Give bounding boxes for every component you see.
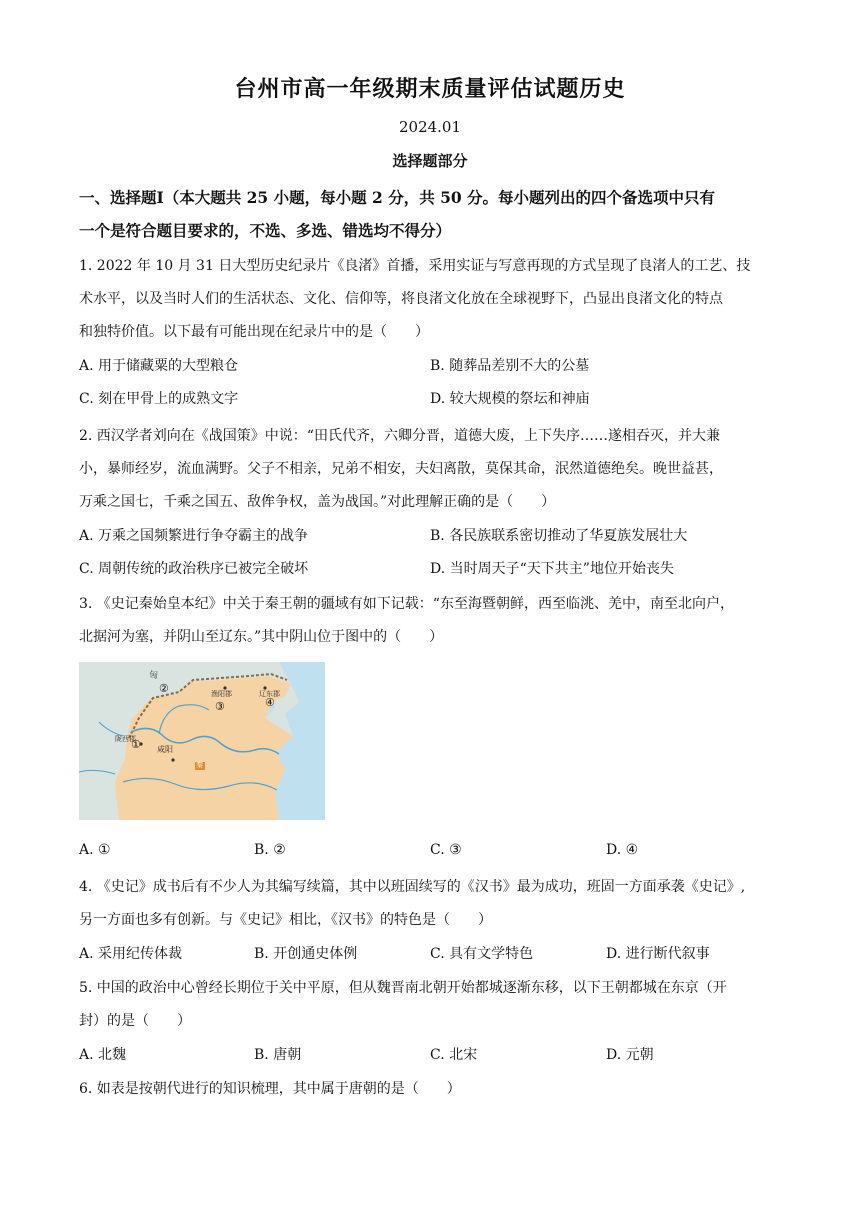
q5-line-2: 封）的是（ ）	[79, 1013, 191, 1029]
q3-line-2: 北据河为塞，并阴山至辽东。”其中阴山位于图中的（ ）	[79, 629, 444, 645]
q6-line-1: 6. 如表是按朝代进行的知识梳理，其中属于唐朝的是（ ）	[79, 1081, 461, 1097]
map-label-liaodong: 辽东郡	[259, 690, 280, 698]
q1-line-1: 1. 2022 年 10 月 31 日大型历史纪录片《良渚》首播，采用实证与写意再现的方式呈现了良渚人的工艺、技	[79, 258, 751, 274]
q3-option-d: D. ④	[606, 842, 639, 858]
part-heading: 选择题部分	[392, 152, 468, 170]
q1-option-a: A. 用于储藏粟的大型粮仓	[79, 358, 239, 374]
q2-line-1: 2. 西汉学者刘向在《战国策》中说：“田氏代齐，六卿分晋，道德大废，上下失序……遂相吞灭，并大兼	[79, 428, 720, 444]
map-label-longxi: 陇西郡	[115, 735, 136, 743]
map-label-qin: 秦	[196, 761, 203, 769]
map-label-yuyang: 渔阳郡	[211, 690, 232, 698]
q1-line-2: 术水平，以及当时人们的生活状态、文化、信仰等，将良渚文化放在全球视野下，凸显出良渚文化的特点	[79, 291, 723, 307]
q4-option-a: A. 采用纪传体裁	[79, 946, 183, 962]
q4-option-c: C. 具有文学特色	[430, 946, 534, 962]
exam-date: 2024.01	[398, 118, 462, 136]
q2-option-c: C. 周朝传统的政治秩序已被完全破坏	[79, 561, 309, 577]
q5-line-1: 5. 中国的政治中心曾经长期位于关中平原，但从魏晋南北朝开始都城逐渐东移，以下王朝都城在东京（开	[79, 980, 727, 996]
q2-option-b: B. 各民族联系密切推动了华夏族发展壮大	[430, 528, 688, 544]
q3-line-1: 3. 《史记秦始皇本纪》中关于秦王朝的疆域有如下记载：“东至海暨朝鲜，西至临洮、羌中，南至北向户，	[79, 596, 734, 612]
q4-line-1: 4. 《史记》成书后有不少人为其编写续篇，其中以班固续写的《汉书》最为成功，班固一方面承袭《史记》,	[79, 879, 746, 895]
q1-option-d: D. 较大规模的祭坛和神庙	[430, 391, 590, 407]
q3-option-b: B. ②	[254, 842, 286, 858]
q1-option-c: C. 刻在甲骨上的成熟文字	[79, 391, 239, 407]
q1-line-3: 和独特价值。以下最有可能出现在纪录片中的是（ ）	[79, 324, 429, 340]
q5-option-c: C. 北宋	[430, 1047, 478, 1063]
q3-option-c: C. ③	[430, 842, 462, 858]
page-title: 台州市高一年级期末质量评估试题历史	[234, 76, 626, 102]
q3-option-a: A. ①	[79, 842, 111, 858]
map-label-xiongnu: 匈	[149, 671, 159, 681]
qin-territory-map	[79, 662, 325, 820]
q5-option-b: B. 唐朝	[254, 1047, 302, 1063]
map-marker-1: ①	[131, 738, 141, 751]
map-marker-2: ②	[159, 682, 169, 695]
q2-line-2: 小，暴师经岁，流血满野。父子不相亲，兄弟不相安，夫妇离散，莫保其命，泯然道德绝矣。晚世益甚，	[79, 461, 723, 477]
q1-option-b: B. 随葬品差别不大的公墓	[430, 358, 590, 374]
q2-option-d: D. 当时周天子“天下共主”地位开始丧失	[430, 561, 674, 577]
map-marker-4: ④	[265, 696, 275, 709]
q2-option-a: A. 万乘之国频繁进行争夺霸主的战争	[79, 528, 309, 544]
section-instructions-line-1: 一、选择题Ⅰ（本大题共 25 小题，每小题 2 分，共 50 分。每小题列出的四个备选项中只有	[79, 188, 716, 207]
q5-option-a: A. 北魏	[79, 1047, 127, 1063]
q4-line-2: 另一方面也多有创新。与《史记》相比，《汉书》的特色是（ ）	[79, 912, 492, 928]
q4-option-d: D. 进行断代叙事	[606, 946, 710, 962]
q5-option-d: D. 元朝	[606, 1047, 654, 1063]
section-instructions-line-2: 一个是符合题目要求的，不选、多选、错选均不得分）	[79, 221, 452, 240]
q4-option-b: B. 开创通史体例	[254, 946, 358, 962]
map-label-xianyang: 咸阳	[157, 745, 173, 754]
map-marker-3: ③	[215, 700, 225, 713]
q2-line-3: 万乘之国七，千乘之国五、敌侔争权，盖为战国。”对此理解正确的是（ ）	[79, 494, 556, 510]
